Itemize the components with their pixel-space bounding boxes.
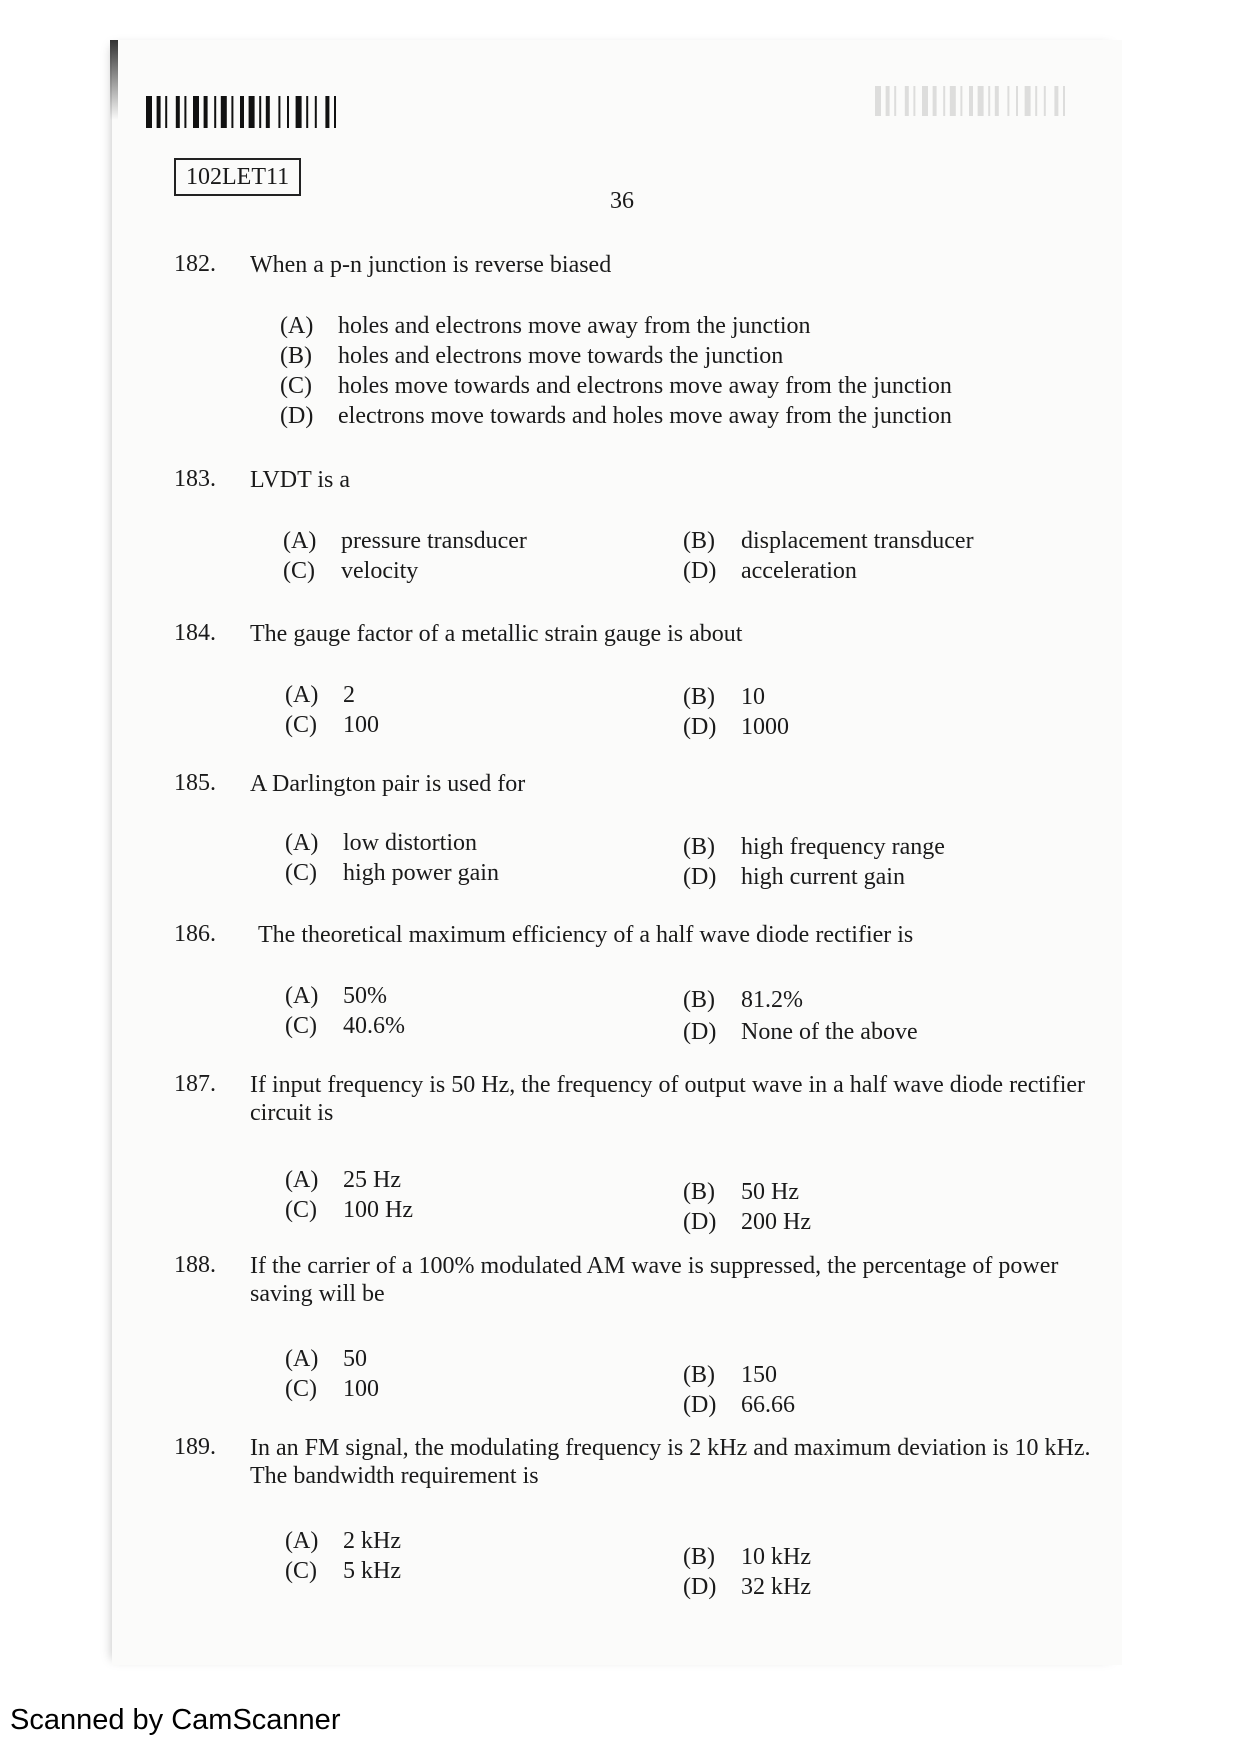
barcode-bar bbox=[1016, 86, 1018, 116]
option-a bbox=[285, 682, 355, 709]
option-letter: (D) bbox=[683, 1392, 717, 1418]
question-number: 183. bbox=[174, 466, 216, 492]
barcode-bar bbox=[306, 96, 308, 128]
option-letter: (D) bbox=[683, 864, 717, 890]
question-text: LVDT is a bbox=[250, 467, 351, 493]
barcode-bar bbox=[184, 96, 186, 128]
option-text: holes and electrons move away from the junction bbox=[338, 313, 811, 339]
option-b bbox=[683, 1179, 799, 1206]
barcode-bar bbox=[278, 96, 280, 128]
barcode-bar bbox=[1025, 86, 1031, 116]
option-letter: (B) bbox=[280, 343, 312, 369]
option-d bbox=[683, 1209, 811, 1236]
page-number: 36 bbox=[610, 188, 634, 214]
option-text: 1000 bbox=[741, 714, 789, 740]
question-number: 187. bbox=[174, 1071, 216, 1097]
option-c bbox=[285, 712, 379, 739]
barcode-bar bbox=[913, 86, 915, 116]
option-text: 10 bbox=[741, 684, 765, 710]
barcode-bar bbox=[146, 96, 152, 128]
option-letter: (D) bbox=[683, 1019, 717, 1045]
barcode-bar bbox=[1063, 86, 1065, 116]
barcode-bar bbox=[943, 86, 945, 116]
barcode-bar bbox=[905, 86, 909, 116]
option-text: 50% bbox=[343, 983, 387, 1009]
barcode-bar bbox=[1007, 86, 1009, 116]
option-text: 100 Hz bbox=[343, 1197, 413, 1223]
option-letter: (D) bbox=[683, 1209, 717, 1235]
barcode-bar bbox=[259, 96, 261, 128]
barcode-bar bbox=[1035, 86, 1037, 116]
option-letter: (A) bbox=[285, 1346, 319, 1372]
option-text: 5 kHz bbox=[343, 1558, 401, 1584]
question-text: If the carrier of a 100% modulated AM wave is suppressed, the percentage of power saving will be bbox=[250, 1253, 1059, 1307]
option-letter: (B) bbox=[683, 1544, 715, 1570]
question-number: 185. bbox=[174, 770, 216, 796]
option-c bbox=[285, 1197, 413, 1224]
option-letter: (A) bbox=[283, 528, 317, 554]
barcode-bar bbox=[1044, 86, 1046, 116]
option-d bbox=[683, 864, 905, 891]
option-b bbox=[683, 987, 803, 1014]
option-c bbox=[283, 558, 418, 585]
barcode-bar bbox=[193, 96, 199, 128]
question-text: If input frequency is 50 Hz, the frequency of output wave in a half wave diode rectifier circuit is bbox=[250, 1072, 1086, 1126]
question-number: 189. bbox=[174, 1434, 216, 1460]
barcode-bar bbox=[886, 86, 890, 116]
option-text: 50 Hz bbox=[741, 1179, 799, 1205]
option-text: 81.2% bbox=[741, 987, 803, 1013]
option-d bbox=[683, 714, 789, 741]
option-text: holes and electrons move towards the junction bbox=[338, 343, 784, 369]
barcode-bar bbox=[157, 96, 161, 128]
option-letter: (C) bbox=[285, 712, 317, 738]
option-b bbox=[280, 343, 783, 370]
option-letter: (B) bbox=[683, 834, 715, 860]
option-letter: (A) bbox=[280, 313, 314, 339]
barcode-bar bbox=[221, 96, 227, 128]
scanner-watermark: Scanned by CamScanner bbox=[10, 1704, 341, 1736]
barcode-bar bbox=[1054, 86, 1058, 116]
option-b bbox=[683, 1362, 777, 1389]
option-letter: (C) bbox=[285, 860, 317, 886]
option-text: 2 kHz bbox=[343, 1528, 401, 1554]
option-letter: (C) bbox=[285, 1197, 317, 1223]
barcode-bar bbox=[988, 86, 990, 116]
option-text: velocity bbox=[341, 558, 419, 584]
barcode-bar bbox=[922, 86, 928, 116]
bleed-through-barcode bbox=[875, 86, 1125, 116]
option-a bbox=[285, 1167, 401, 1194]
barcode-bar bbox=[266, 96, 270, 128]
question-text: In an FM signal, the modulating frequency is 2 kHz and maximum deviation is 10 kHz. The bandwidth requirement is bbox=[250, 1435, 1091, 1489]
option-letter: (C) bbox=[285, 1558, 317, 1584]
option-a bbox=[280, 313, 811, 340]
barcode-bar bbox=[969, 86, 973, 116]
option-c bbox=[285, 1558, 401, 1585]
question-number: 186. bbox=[174, 921, 216, 947]
option-b bbox=[683, 1544, 811, 1571]
option-text: 10 kHz bbox=[741, 1544, 811, 1570]
barcode-bar bbox=[995, 86, 999, 116]
option-letter: (D) bbox=[280, 403, 314, 429]
option-letter: (A) bbox=[285, 983, 319, 1009]
option-d bbox=[683, 558, 857, 585]
option-text: 50 bbox=[343, 1346, 367, 1372]
barcode-bar bbox=[296, 96, 302, 128]
option-a bbox=[285, 830, 477, 857]
option-c bbox=[280, 373, 952, 400]
barcode-bar bbox=[249, 96, 255, 128]
option-text: pressure transducer bbox=[341, 528, 527, 554]
barcode-bar bbox=[950, 86, 956, 116]
option-d bbox=[280, 403, 952, 430]
barcode-bar bbox=[894, 86, 896, 116]
option-c bbox=[285, 1376, 379, 1403]
barcode-bar bbox=[933, 86, 937, 116]
option-text: 100 bbox=[343, 1376, 379, 1402]
option-letter: (C) bbox=[283, 558, 315, 584]
option-d bbox=[683, 1019, 918, 1046]
option-text: 200 Hz bbox=[741, 1209, 811, 1235]
barcode-bar bbox=[334, 96, 336, 128]
option-c bbox=[285, 1013, 405, 1040]
option-text: None of the above bbox=[741, 1019, 918, 1045]
option-text: displacement transducer bbox=[741, 528, 974, 554]
barcode-bar bbox=[176, 96, 180, 128]
paper-code: 102LET11 bbox=[174, 158, 301, 196]
option-letter: (A) bbox=[285, 1528, 319, 1554]
option-text: low distortion bbox=[343, 830, 478, 856]
barcode-bar bbox=[287, 96, 289, 128]
option-letter: (C) bbox=[285, 1013, 317, 1039]
option-text: high current gain bbox=[741, 864, 905, 890]
option-b bbox=[683, 684, 765, 711]
option-letter: (A) bbox=[285, 830, 319, 856]
option-letter: (D) bbox=[683, 714, 717, 740]
option-a bbox=[283, 528, 527, 555]
question-number: 188. bbox=[174, 1252, 216, 1278]
option-text: 40.6% bbox=[343, 1013, 405, 1039]
barcode-bar bbox=[325, 96, 329, 128]
option-letter: (A) bbox=[285, 682, 319, 708]
option-text: high frequency range bbox=[741, 834, 945, 860]
question-number: 182. bbox=[174, 251, 216, 277]
option-c bbox=[285, 860, 499, 887]
option-letter: (B) bbox=[683, 528, 715, 554]
option-text: high power gain bbox=[343, 860, 499, 886]
barcode-bar bbox=[231, 96, 233, 128]
question-text: When a p-n junction is reverse biased bbox=[250, 252, 612, 278]
option-text: electrons move towards and holes move away from the junction bbox=[338, 403, 952, 429]
barcode-bar bbox=[978, 86, 984, 116]
barcode-bar bbox=[240, 96, 244, 128]
option-b bbox=[683, 528, 974, 555]
scanned-page bbox=[112, 40, 1122, 1665]
option-text: 66.66 bbox=[741, 1392, 795, 1418]
option-letter: (D) bbox=[683, 558, 717, 584]
option-a bbox=[285, 1346, 367, 1373]
option-letter: (C) bbox=[280, 373, 312, 399]
option-letter: (D) bbox=[683, 1574, 717, 1600]
option-letter: (C) bbox=[285, 1376, 317, 1402]
option-text: holes move towards and electrons move away from the junction bbox=[338, 373, 952, 399]
barcode-bar bbox=[165, 96, 167, 128]
barcode-bar bbox=[875, 86, 881, 116]
barcode-bar bbox=[204, 96, 208, 128]
option-a bbox=[285, 1528, 401, 1555]
question-text: The gauge factor of a metallic strain gauge is about bbox=[250, 621, 743, 647]
barcode-bar bbox=[214, 96, 216, 128]
option-letter: (B) bbox=[683, 684, 715, 710]
option-text: 25 Hz bbox=[343, 1167, 401, 1193]
option-text: 32 kHz bbox=[741, 1574, 811, 1600]
question-text: The theoretical maximum efficiency of a half wave diode rectifier is bbox=[258, 922, 914, 948]
option-letter: (B) bbox=[683, 1179, 715, 1205]
barcode-bar bbox=[960, 86, 962, 116]
question-number: 184. bbox=[174, 620, 216, 646]
question-text: A Darlington pair is used for bbox=[250, 771, 526, 797]
option-b bbox=[683, 834, 945, 861]
barcode bbox=[146, 96, 396, 128]
option-text: 2 bbox=[343, 682, 355, 708]
option-a bbox=[285, 983, 387, 1010]
option-letter: (A) bbox=[285, 1167, 319, 1193]
option-d bbox=[683, 1574, 811, 1601]
option-letter: (B) bbox=[683, 1362, 715, 1388]
option-d bbox=[683, 1392, 795, 1419]
option-text: 100 bbox=[343, 712, 379, 738]
barcode-bar bbox=[315, 96, 317, 128]
page-corner-shadow bbox=[110, 40, 118, 120]
option-text: 150 bbox=[741, 1362, 777, 1388]
option-text: acceleration bbox=[741, 558, 857, 584]
option-letter: (B) bbox=[683, 987, 715, 1013]
